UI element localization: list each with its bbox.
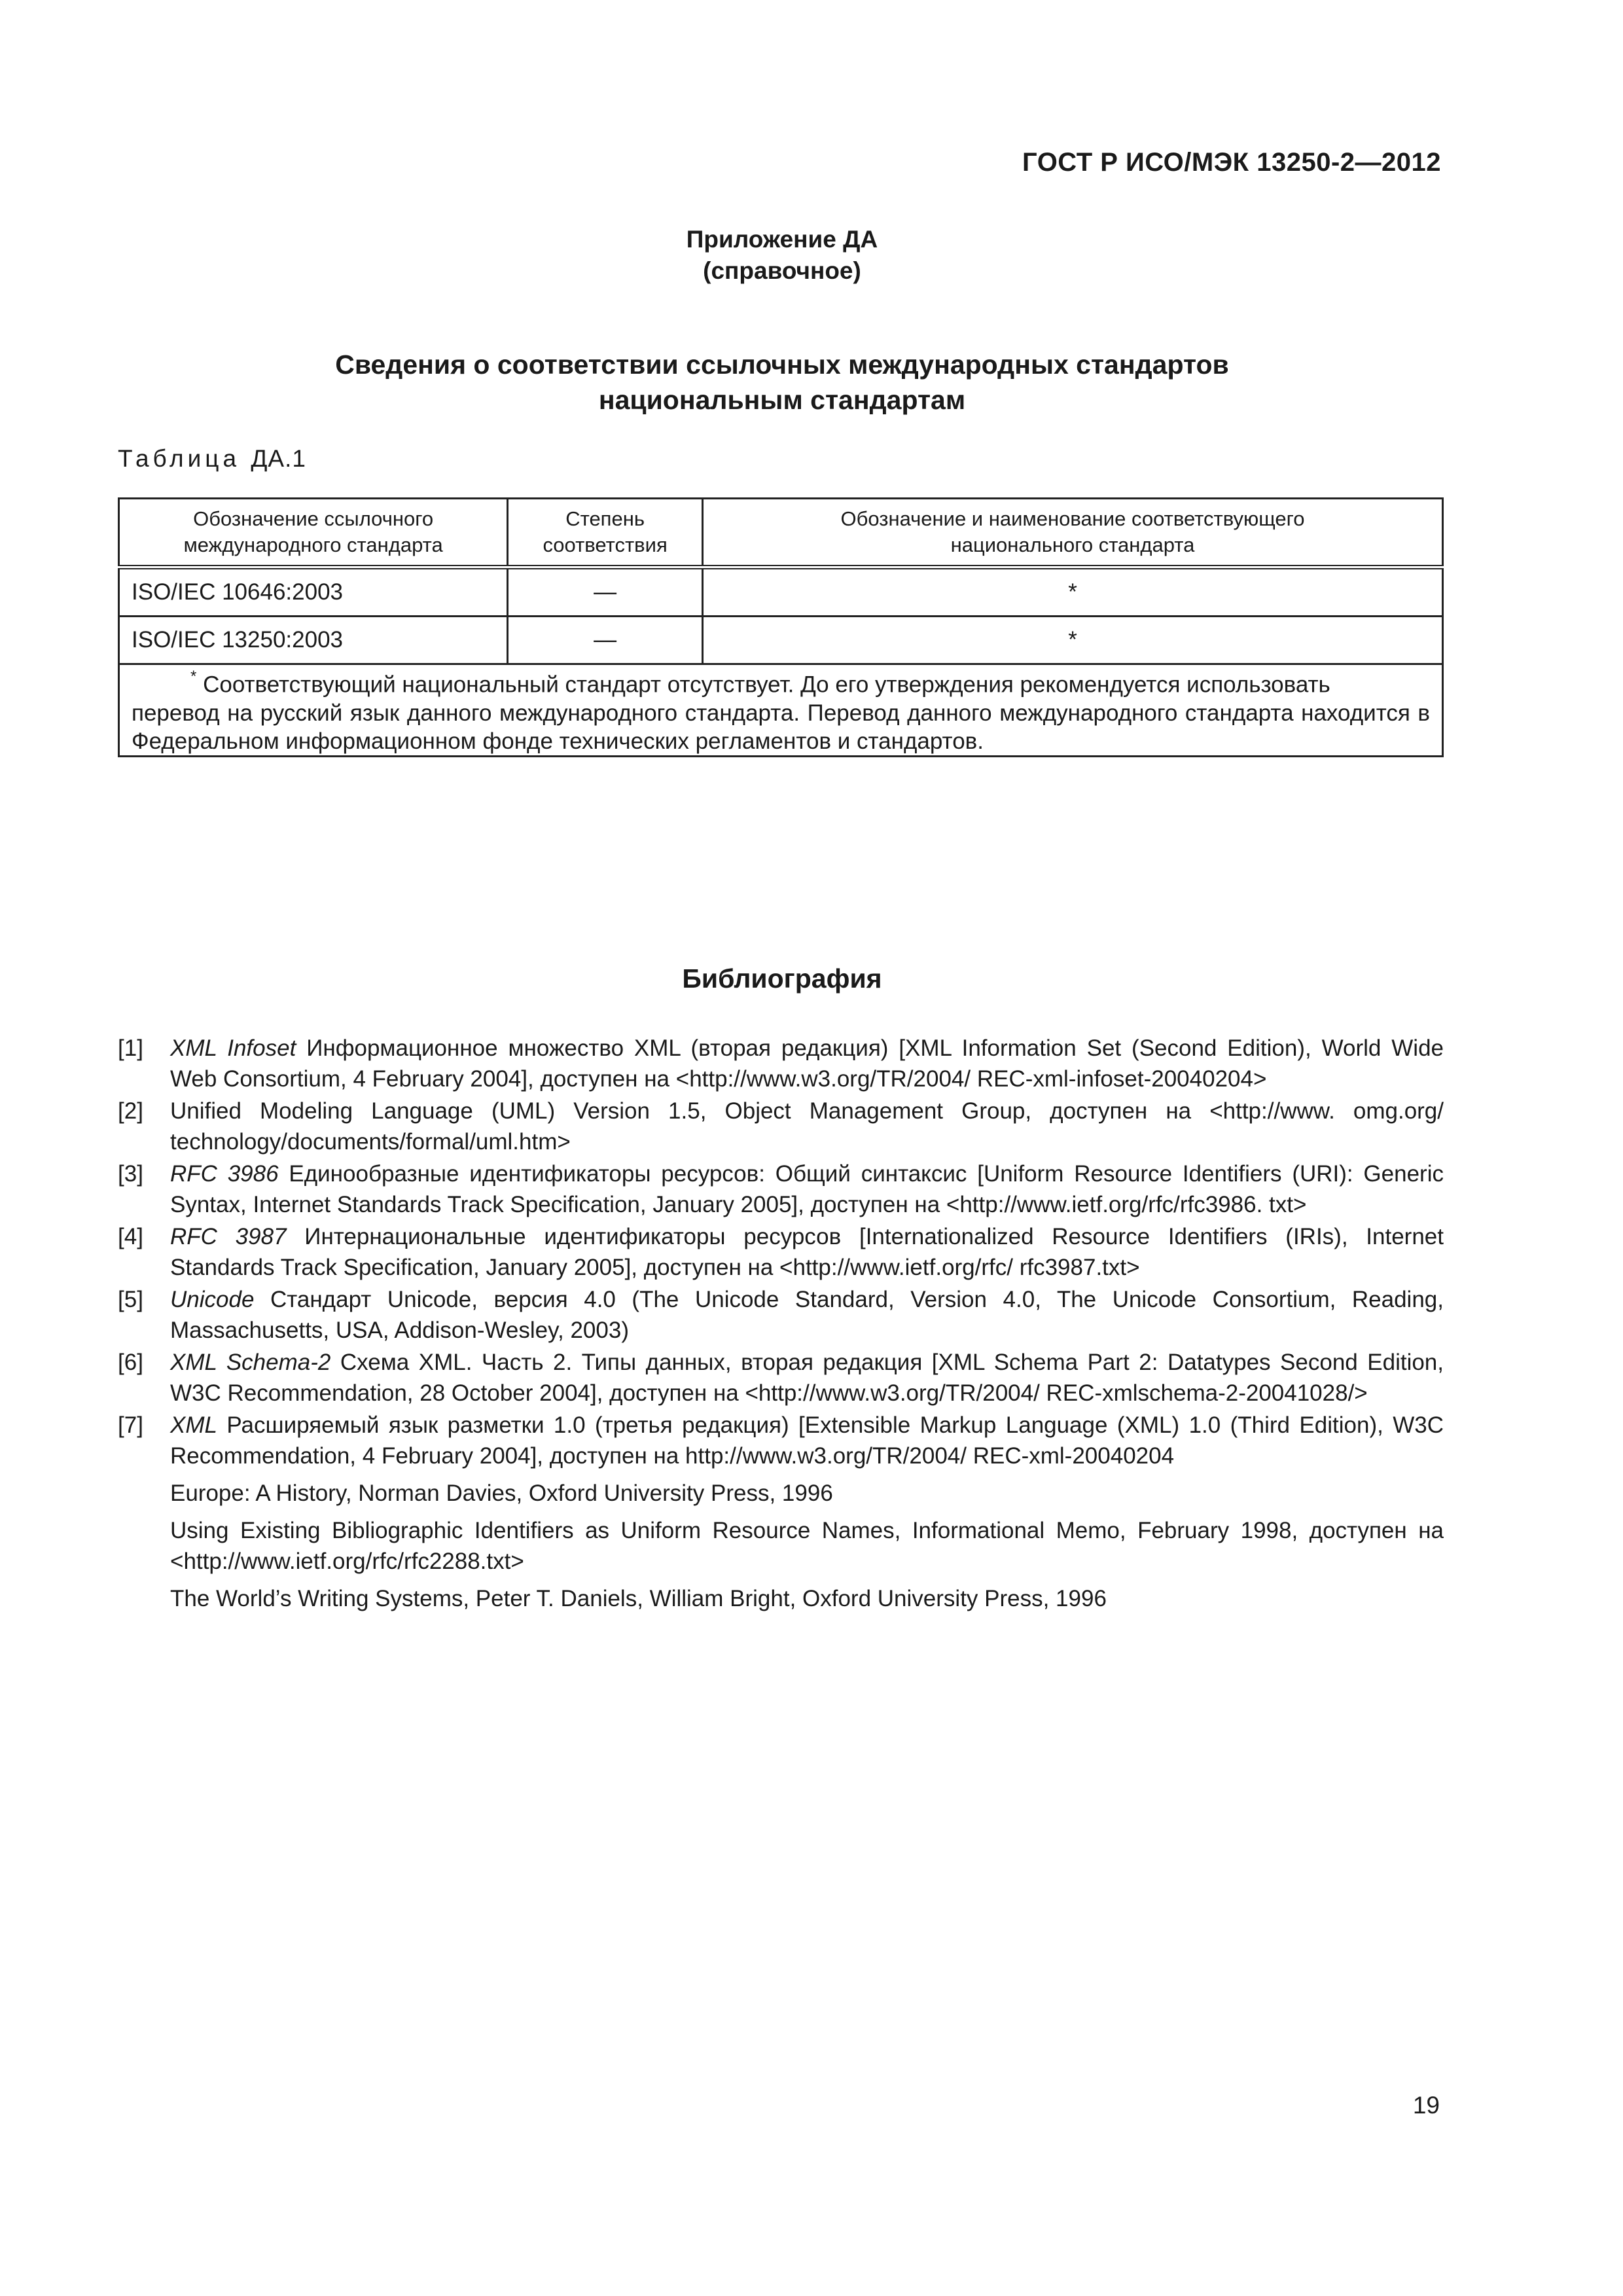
header-national-standard: Обозначение и наименование соответствующего национального стандарта <box>703 499 1443 567</box>
bibliography-entry <box>118 1221 1444 1283</box>
section-title-line-1: Сведения о соответствии ссылочных международных стандартов <box>335 350 1229 380</box>
footnote-mark: * <box>190 668 197 685</box>
entry-italic-title: Unicode <box>170 1287 255 1312</box>
header-international-standard: Обозначение ссылочного международного стандарта <box>119 499 508 567</box>
annex-subtitle: (справочное) <box>703 257 861 284</box>
bibliography-entry <box>118 1410 1444 1471</box>
header-conformity-degree: Степень соответствия <box>508 499 703 567</box>
annex-title: Приложение ДА <box>686 226 878 253</box>
entry-number: [3] <box>118 1161 143 1187</box>
entry-text: Интернациональные идентификаторы ресурсов [Internationalized Resource Identifiers (IRIs), Internet Standards Track Specification, January 2005], доступен на <http://www.ietf.org/rfc/ rfc3987.txt> <box>170 1224 1444 1280</box>
entry-number: [6] <box>118 1350 143 1375</box>
table-caption-label: Таблица <box>118 445 241 472</box>
entry-number: [5] <box>118 1287 143 1312</box>
entry-number: [2] <box>118 1098 143 1124</box>
entry-number: [7] <box>118 1412 143 1438</box>
table-caption-number: ДА.1 <box>251 445 306 472</box>
bibliography-title: Библиография <box>682 963 882 994</box>
bibliography-entry <box>118 1158 1444 1220</box>
entry-text: Расширяемый язык разметки 1.0 (третья редакция) [Extensible Markup Language (XML) 1.0 (Third Edition), W3C Recommendation, 4 February 2004], доступен на http://www.w3.org/TR/2004/ REC-xml-20040204 <box>170 1412 1444 1469</box>
entry-number: [1] <box>118 1035 143 1061</box>
bibliography-extra-entry: Europe: A History, Norman Davies, Oxford University Press, 1996 <box>170 1480 833 1506</box>
entry-italic-title: XML Schema-2 <box>170 1350 331 1375</box>
section-title-line-2: национальным стандартам <box>598 385 966 415</box>
entry-italic-title: XML Infoset <box>170 1035 296 1061</box>
footnote-text-rest: перевод на русский язык данного международного стандарта. Перевод данного международного стандарта находится в Федеральном информационном фонде технических регламентов и стандартов. <box>132 700 1430 754</box>
cell-degree: — <box>508 567 703 617</box>
table-caption <box>118 445 306 473</box>
table-row <box>119 567 1443 617</box>
bibliography-list <box>118 1033 1444 1618</box>
bibliography-entry <box>118 1284 1444 1346</box>
entry-number: [4] <box>118 1224 143 1249</box>
bibliography-entry <box>118 1033 1444 1094</box>
entry-text: Unified Modeling Language (UML) Version 1.5, Object Management Group, доступен на <http://www. omg.org/ technology/documents/formal/uml.htm> <box>170 1098 1444 1155</box>
cell-national: * <box>703 617 1443 664</box>
table-row <box>119 617 1443 664</box>
annex-heading <box>0 224 1564 287</box>
entry-italic-title: RFC 3987 <box>170 1224 287 1249</box>
entry-text: Информационное множество XML (вторая редакция) [XML Information Set (Second Edition), World Wide Web Consortium, 4 February 2004], доступен на <http://www.w3.org/TR/2004/ REC-xml-infoset-20040204> <box>170 1035 1444 1092</box>
reference-table <box>118 497 1444 757</box>
entry-text: Единообразные идентификаторы ресурсов: Общий синтаксис [Uniform Resource Identifiers (URI): Generic Syntax, Internet Standards Track Specification, January 2005], доступен на <http://www.ietf.org/rfc/rfc3986. txt> <box>170 1161 1444 1217</box>
section-title <box>0 347 1564 418</box>
entry-italic-title: XML <box>170 1412 217 1438</box>
bibliography-entry <box>118 1347 1444 1408</box>
bibliography-extra-entry: Using Existing Bibliographic Identifiers as Uniform Resource Names, Informational Memo, February 1998, доступен на <http://www.ietf.org/rfc/rfc2288.txt> <box>170 1518 1444 1574</box>
footnote-text-line-1: Соответствующий национальный стандарт отсутствует. До его утверждения рекомендуется использовать <box>203 672 1330 698</box>
bibliography-extra-entry: The World’s Writing Systems, Peter T. Daniels, William Bright, Oxford University Press, 1996 <box>170 1586 1107 1611</box>
table-footnote <box>119 664 1443 757</box>
entry-text: Стандарт Unicode, версия 4.0 (The Unicode Standard, Version 4.0, The Unicode Consortium, Reading, Massachusetts, USA, Addison-Wesley, 2003) <box>170 1287 1444 1343</box>
cell-standard: ISO/IEC 13250:2003 <box>119 617 508 664</box>
cell-standard: ISO/IEC 10646:2003 <box>119 567 508 617</box>
page-number: 19 <box>1412 2092 1440 2119</box>
cell-degree: — <box>508 617 703 664</box>
bibliography-entry <box>118 1096 1444 1157</box>
cell-national: * <box>703 567 1443 617</box>
table-header-row <box>119 499 1443 567</box>
document-header: ГОСТ Р ИСО/МЭК 13250-2—2012 <box>1022 148 1441 177</box>
entry-text: Схема XML. Часть 2. Типы данных, вторая редакция [XML Schema Part 2: Datatypes Second Edition, W3C Recommendation, 28 October 2004], доступен на <http://www.w3.org/TR/2004/ REC-xmlschema-2-20041028/> <box>170 1350 1444 1406</box>
table-footnote-row <box>119 664 1443 757</box>
entry-italic-title: RFC 3986 <box>170 1161 279 1187</box>
